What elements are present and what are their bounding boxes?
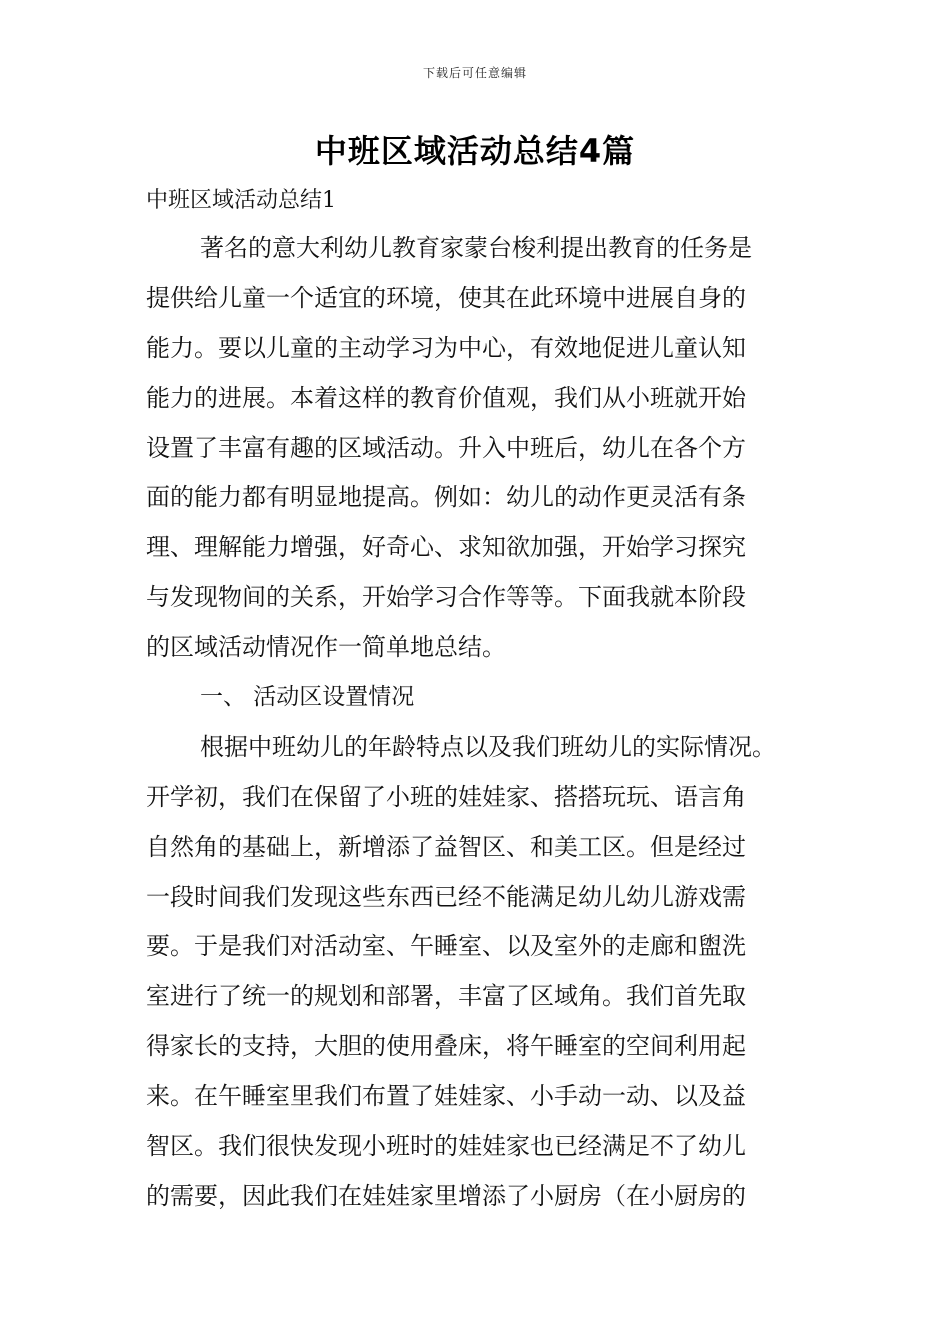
body-line: 一段时间我们发现这些东西已经不能满足幼儿幼儿游戏需	[146, 882, 746, 911]
header-note: 下载后可任意编辑	[422, 66, 527, 80]
section-subtitle: 中班区域活动总结1	[146, 188, 336, 213]
body-line: 来。在午睡室里我们布置了娃娃家、小手动一动、以及益	[146, 1082, 746, 1111]
section-heading: 一、 活动区设置情况	[200, 684, 415, 711]
body-line: 得家长的支持，大胆的使用叠床，将午睡室的空间利用起	[146, 1032, 746, 1061]
body-line: 的区域活动情况作一简单地总结。	[146, 633, 506, 662]
body-text	[146, 224, 816, 1222]
body-line: 自然角的基础上，新增添了益智区、和美工区。但是经过	[146, 832, 746, 861]
body-line: 能力的进展。本着这样的教育价值观，我们从小班就开始	[146, 383, 746, 412]
body-line: 的需要，因此我们在娃娃家里增添了小厨房（在小厨房的	[146, 1181, 746, 1210]
body-line: 智区。我们很快发现小班时的娃娃家也已经满足不了幼儿	[146, 1132, 746, 1161]
body-line: 理、理解能力增强，好奇心、求知欲加强，开始学习探究	[146, 533, 746, 562]
body-line: 著名的意大利幼儿教育家蒙台梭利提出教育的任务是	[200, 234, 752, 262]
body-line: 设置了丰富有趣的区域活动。升入中班后，幼儿在各个方	[146, 433, 746, 462]
body-line: 与发现物间的关系，开始学习合作等等。下面我就本阶段	[146, 583, 746, 612]
body-line: 面的能力都有明显地提高。例如：幼儿的动作更灵活有条	[146, 483, 746, 512]
body-line: 室进行了统一的规划和部署，丰富了区域角。我们首先取	[146, 982, 746, 1011]
body-line: 要。于是我们对活动室、午睡室、以及室外的走廊和盥洗	[146, 932, 746, 961]
body-line: 提供给儿童一个适宜的环境，使其在此环境中进展自身的	[146, 283, 746, 312]
body-line: 能力。要以儿童的主动学习为中心，有效地促进儿童认知	[146, 333, 746, 362]
document-title: 中班区域活动总结4篇	[314, 132, 636, 170]
body-line: 开学初，我们在保留了小班的娃娃家、搭搭玩玩、语言角	[146, 782, 746, 811]
body-line: 根据中班幼儿的年龄特点以及我们班幼儿的实际情况。	[200, 732, 776, 761]
